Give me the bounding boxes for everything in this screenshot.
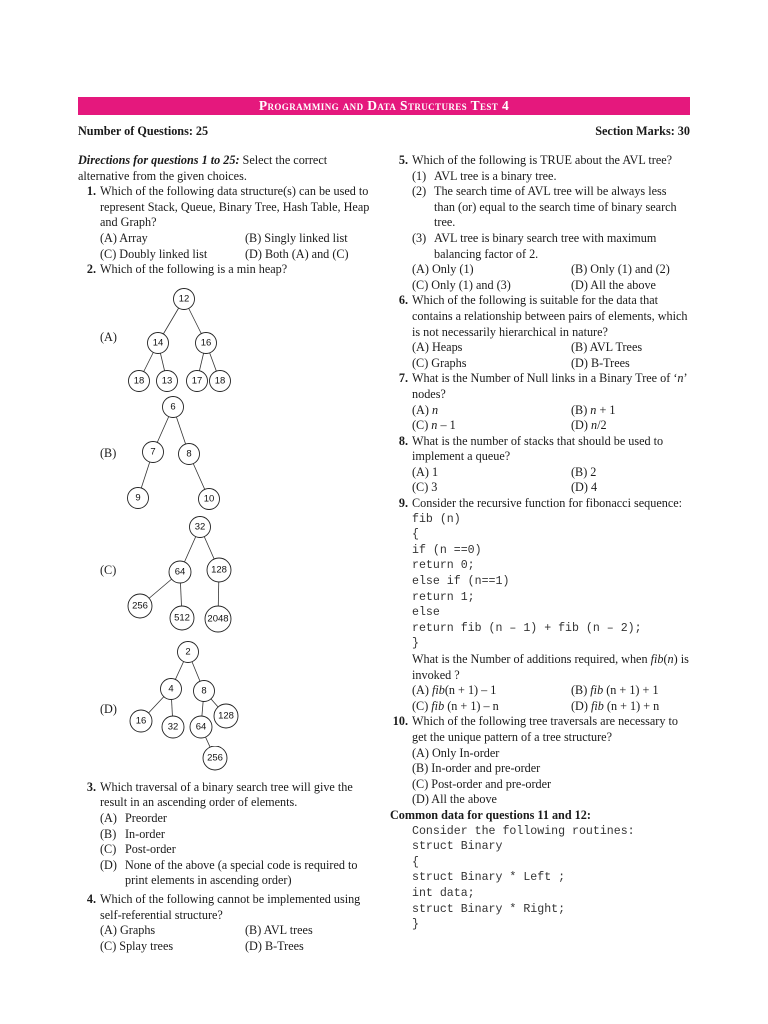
common-data-title: Common data for questions 11 and 12: bbox=[390, 807, 591, 822]
question-text: Which of the following data structure(s) can be used to represent Stack, Queue, Binary Tree, Hash Table, Heap and Graph? bbox=[100, 184, 370, 230]
option-a: (A) Only In-order bbox=[412, 745, 500, 760]
question-5 bbox=[390, 153, 690, 293]
svg-text:32: 32 bbox=[194, 521, 206, 533]
tree-a-node bbox=[187, 370, 208, 391]
option-c: (C) Doubly linked list bbox=[100, 246, 208, 261]
code-line: return fib (n – 1) + fib (n – 2); bbox=[412, 621, 642, 635]
tree-d-node bbox=[162, 716, 184, 738]
code-line: return 1; bbox=[412, 590, 475, 604]
option-c: (C) fib (n + 1) – n bbox=[412, 698, 499, 713]
heap-trees bbox=[78, 278, 378, 752]
tree-b-node bbox=[179, 443, 200, 464]
common-data bbox=[390, 808, 690, 933]
question-number: 4. bbox=[86, 891, 96, 906]
left-column bbox=[78, 153, 378, 954]
option-b: (B) Singly linked list bbox=[245, 230, 348, 245]
question-text: Which of the following is suitable for the data that contains a relationship between pairs of elements, which is not necessarily hierarchical in nature? bbox=[412, 293, 688, 339]
directions bbox=[78, 153, 378, 184]
question-text: Which of the following tree traversals are necessary to get the unique pattern of a tree structure? bbox=[412, 714, 678, 744]
code-line: return 0; bbox=[412, 559, 475, 573]
option-c: (C) Graphs bbox=[412, 355, 467, 370]
statement-2: (2) The search time of AVL tree will be always less than (or) equal to the search time of binary search tree. bbox=[412, 184, 677, 230]
option-d: (D) All the above bbox=[571, 277, 656, 292]
svg-text:9: 9 bbox=[135, 492, 141, 504]
option-a: (A) Preorder bbox=[100, 810, 167, 825]
svg-text:14: 14 bbox=[152, 337, 164, 349]
code-line: int data; bbox=[412, 886, 475, 900]
tree-c-node bbox=[170, 606, 194, 630]
option-b: (B) In-order and pre-order bbox=[412, 761, 541, 776]
option-b: (B) fib (n + 1) + 1 bbox=[571, 683, 659, 698]
code-line: } bbox=[412, 637, 419, 651]
heap-trees-diagram bbox=[78, 278, 378, 752]
question-number: 10. bbox=[392, 714, 408, 729]
option-b: (B) In-order bbox=[100, 826, 165, 841]
question-number: 7. bbox=[398, 371, 408, 386]
test-title-banner: Programming and Data Structures Test 4 bbox=[78, 97, 690, 115]
tree-a-node bbox=[174, 288, 195, 309]
svg-text:2048: 2048 bbox=[207, 613, 229, 625]
tree-a-node bbox=[129, 370, 150, 391]
svg-text:8: 8 bbox=[186, 448, 192, 460]
option-d: (D) fib (n + 1) + n bbox=[571, 698, 660, 713]
tree-c-node bbox=[169, 561, 191, 583]
svg-text:64: 64 bbox=[195, 721, 207, 733]
code-line: } bbox=[412, 918, 419, 932]
code-line: struct Binary * Right; bbox=[412, 902, 566, 916]
svg-text:128: 128 bbox=[218, 710, 234, 722]
question-7 bbox=[390, 371, 690, 433]
svg-text:256: 256 bbox=[132, 600, 148, 612]
question-number: 3. bbox=[86, 779, 96, 794]
option-c: (C) n – 1 bbox=[412, 418, 456, 433]
section-marks: Section Marks: 30 bbox=[595, 124, 690, 138]
question-number: 1. bbox=[86, 184, 96, 199]
directions-text: Select the correct alternative from the given choices. bbox=[78, 153, 328, 183]
option-c: (C) Post-order bbox=[100, 842, 176, 857]
tree-a-node bbox=[148, 332, 169, 353]
tree-label-d: (D) bbox=[100, 701, 117, 716]
question-text: What is the number of stacks that should be used to implement a queue? bbox=[412, 433, 664, 464]
option-c: (C) Post-order and pre-order bbox=[412, 776, 552, 791]
tree-d-node bbox=[194, 680, 215, 701]
question-2 bbox=[78, 262, 378, 278]
option-a: (A) fib(n + 1) – 1 bbox=[412, 683, 497, 698]
question-4 bbox=[78, 892, 378, 954]
svg-text:18: 18 bbox=[133, 375, 145, 387]
code-line: struct Binary * Left ; bbox=[412, 871, 566, 885]
svg-text:32: 32 bbox=[167, 721, 179, 733]
option-d: (D) 4 bbox=[571, 480, 598, 495]
question-number: 9. bbox=[398, 496, 408, 511]
code-line: { bbox=[412, 855, 419, 869]
question-8 bbox=[390, 434, 690, 496]
question-prompt: What is the Number of additions required, when fib(n) is invoked ? bbox=[412, 652, 689, 682]
option-d: (D) B-Trees bbox=[571, 355, 630, 370]
option-a: (A) Heaps bbox=[412, 340, 463, 355]
svg-text:512: 512 bbox=[174, 612, 190, 624]
statement-3: (3) AVL tree is binary search tree with maximum balancing factor of 2. bbox=[412, 230, 657, 261]
tree-b-node bbox=[128, 487, 149, 508]
tree-d-bottom bbox=[78, 746, 378, 774]
question-text: What is the Number of Null links in a Binary Tree of ‘n’ nodes? bbox=[412, 371, 687, 401]
tree-d-node bbox=[214, 704, 238, 728]
tree-label-b: (B) bbox=[100, 445, 117, 460]
svg-text:13: 13 bbox=[161, 375, 173, 387]
svg-text:18: 18 bbox=[214, 375, 226, 387]
question-text: Which of the following is a min heap? bbox=[100, 262, 288, 277]
svg-text:6: 6 bbox=[170, 401, 176, 413]
question-number: 5. bbox=[398, 153, 408, 167]
code-line: fib (n) bbox=[412, 512, 461, 526]
svg-text:256: 256 bbox=[207, 752, 223, 764]
svg-text:2: 2 bbox=[185, 646, 191, 658]
code-line: if (n ==0) bbox=[412, 543, 482, 557]
option-a: (A) 1 bbox=[412, 464, 439, 479]
svg-text:64: 64 bbox=[174, 566, 186, 578]
number-of-questions: Number of Questions: 25 bbox=[78, 124, 209, 138]
svg-text:128: 128 bbox=[211, 564, 227, 576]
svg-text:7: 7 bbox=[150, 446, 156, 458]
tree-c-node bbox=[190, 516, 211, 537]
tree-a-node bbox=[210, 370, 231, 391]
code-line: struct Binary bbox=[412, 840, 503, 854]
tree-b-node bbox=[199, 488, 220, 509]
question-9 bbox=[390, 496, 690, 714]
statement-1: (1) AVL tree is a binary tree. bbox=[412, 168, 557, 183]
tree-d-node bbox=[161, 678, 182, 699]
code-line: { bbox=[412, 528, 419, 542]
option-d: (D) None of the above (a special code is required to print elements in ascending order) bbox=[100, 857, 358, 888]
directions-lead: Directions for questions 1 to 25: bbox=[78, 153, 240, 167]
code-line: Consider the following routines: bbox=[412, 824, 635, 838]
svg-text:10: 10 bbox=[203, 493, 215, 505]
question-number: 2. bbox=[86, 262, 96, 277]
svg-text:17: 17 bbox=[191, 375, 203, 387]
svg-text:12: 12 bbox=[178, 293, 190, 305]
question-number: 6. bbox=[398, 293, 408, 308]
svg-text:4: 4 bbox=[168, 683, 174, 695]
option-a: (A) Graphs bbox=[100, 923, 156, 938]
tree-label-c: (C) bbox=[100, 562, 117, 577]
question-10 bbox=[390, 714, 690, 808]
question-3 bbox=[78, 780, 378, 889]
tree-c-node bbox=[207, 558, 231, 582]
tree-a-node bbox=[157, 370, 178, 391]
question-1 bbox=[78, 184, 378, 262]
option-d: (D) All the above bbox=[412, 792, 497, 807]
tree-c-node bbox=[128, 594, 152, 618]
option-b: (B) 2 bbox=[571, 464, 597, 479]
tree-d-node bbox=[203, 746, 227, 770]
code-line: else if (n==1) bbox=[412, 575, 510, 589]
option-d: (D) Both (A) and (C) bbox=[245, 246, 349, 261]
right-column bbox=[390, 153, 690, 933]
tree-b-node bbox=[143, 441, 164, 462]
tree-d-node bbox=[130, 710, 152, 732]
option-a: (A) n bbox=[412, 402, 439, 417]
option-d: (D) B-Trees bbox=[245, 938, 304, 953]
svg-text:16: 16 bbox=[200, 337, 212, 349]
svg-text:8: 8 bbox=[201, 685, 207, 697]
svg-text:16: 16 bbox=[135, 715, 147, 727]
question-number: 8. bbox=[398, 433, 408, 448]
question-6 bbox=[390, 293, 690, 371]
tree-d-node bbox=[190, 716, 212, 738]
option-b: (B) AVL trees bbox=[245, 923, 313, 938]
tree-d-node bbox=[178, 641, 199, 662]
option-b: (B) AVL Trees bbox=[571, 340, 643, 355]
option-b: (B) n + 1 bbox=[571, 402, 616, 417]
option-d: (D) n/2 bbox=[571, 418, 607, 433]
tree-b-node bbox=[163, 396, 184, 417]
code-line: else bbox=[412, 606, 440, 620]
tree-label-a: (A) bbox=[100, 329, 117, 344]
tree-a-node bbox=[196, 332, 217, 353]
question-text: Which of the following is TRUE about the AVL tree? bbox=[412, 153, 673, 167]
option-c: (C) Splay trees bbox=[100, 938, 174, 953]
tree-c-node bbox=[205, 606, 231, 632]
option-a: (A) Array bbox=[100, 230, 148, 245]
question-text: Consider the recursive function for fibonacci sequence: bbox=[412, 496, 683, 511]
option-a: (A) Only (1) bbox=[412, 262, 474, 277]
question-text: Which of the following cannot be implemented using self-referential structure? bbox=[100, 891, 361, 922]
option-c: (C) 3 bbox=[412, 480, 438, 495]
option-c: (C) Only (1) and (3) bbox=[412, 277, 511, 292]
option-b: (B) Only (1) and (2) bbox=[571, 262, 670, 277]
question-text: Which traversal of a binary search tree will give the result in an ascending order of elements. bbox=[100, 779, 353, 810]
